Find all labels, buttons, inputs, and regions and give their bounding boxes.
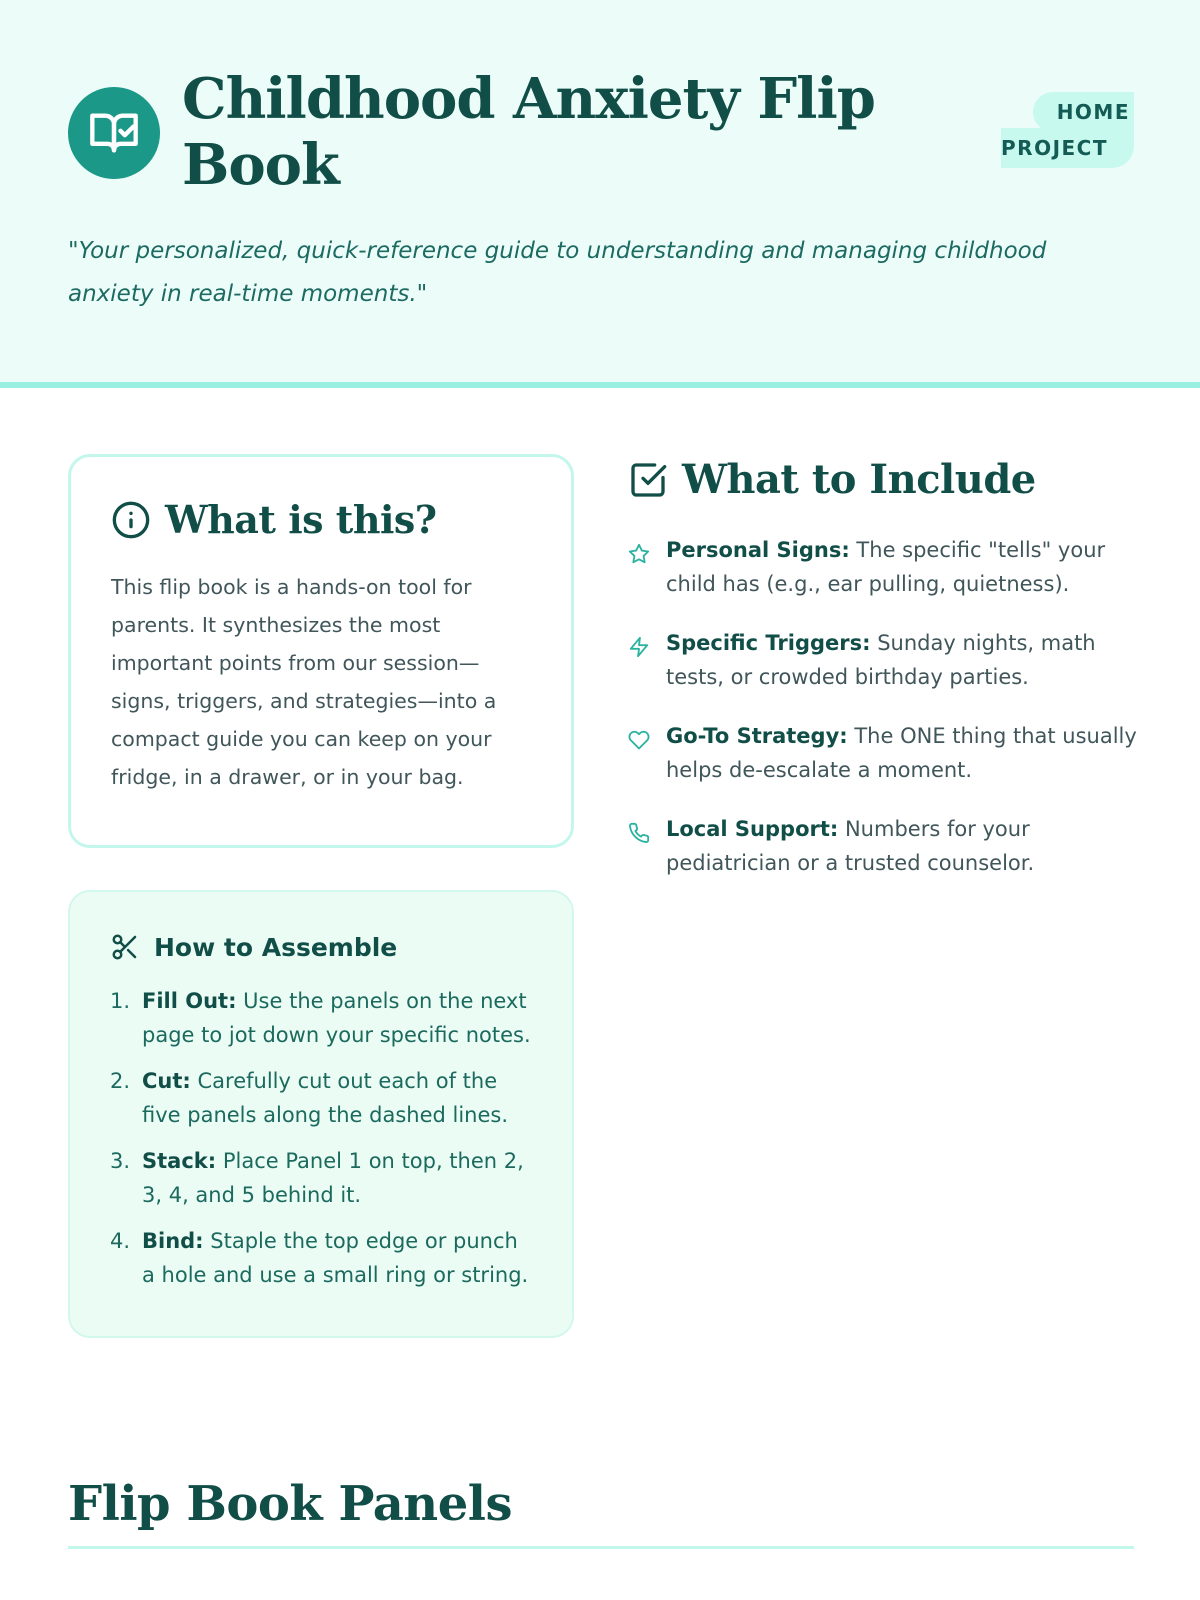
step-text: Place Panel 1 on top, then 2, 3, 4, and 5 behind it. (142, 1149, 524, 1207)
step-number: 3. (110, 1149, 131, 1173)
what-to-include-heading-text: What to Include (682, 456, 1036, 503)
list-item (110, 984, 532, 1052)
step-label: Cut: (142, 1069, 191, 1093)
step-text: Staple the top edge or punch a hole and use a small ring or string. (142, 1229, 529, 1287)
how-to-assemble-heading-text: How to Assemble (154, 932, 398, 962)
assemble-steps-list (110, 984, 532, 1292)
step-number: 1. (110, 989, 131, 1013)
list-item (628, 812, 1138, 880)
step-label: Bind: (142, 1229, 204, 1253)
step-number: 4. (110, 1229, 131, 1253)
what-is-this-heading (111, 497, 531, 542)
include-label: Go-To Strategy: (666, 724, 848, 748)
list-item (110, 1224, 532, 1292)
page-title: Childhood Anxiety Flip Book (182, 66, 875, 198)
include-list (628, 533, 1138, 880)
heart-icon (628, 729, 650, 751)
info-icon (111, 500, 151, 540)
include-text: Numbers for your pediatrician or a trusted counselor. (666, 817, 1035, 875)
what-to-include-heading (628, 456, 1138, 503)
step-text: Carefully cut out each of the five panels along the dashed lines. (142, 1069, 509, 1127)
include-label: Specific Triggers: (666, 631, 871, 655)
include-text: The specific "tells" your child has (e.g., ear pulling, quietness). (666, 538, 1106, 596)
how-to-assemble-heading (110, 932, 532, 962)
include-label: Personal Signs: (666, 538, 850, 562)
include-label: Local Support: (666, 817, 839, 841)
tagline: "Your personalized, quick-reference guide to understanding and managing childhood anxiety in real-time moments." (68, 238, 1047, 307)
flip-book-panels-heading: Flip Book Panels (68, 1476, 512, 1532)
how-to-assemble-card (68, 890, 574, 1338)
include-text: The ONE thing that usually helps de-escalate a moment. (666, 724, 1137, 782)
home-project-badge (998, 92, 1134, 178)
what-is-this-card (68, 454, 574, 848)
section-divider (68, 1546, 1134, 1549)
include-text: Sunday nights, math tests, or crowded birthday parties. (666, 631, 1096, 689)
list-item (628, 533, 1138, 601)
list-item (110, 1064, 532, 1132)
checkbox-icon (628, 460, 668, 500)
what-is-this-heading-text: What is this? (165, 497, 437, 542)
step-text: Use the panels on the next page to jot down your specific notes. (142, 989, 531, 1047)
list-item (628, 719, 1138, 787)
lightning-icon (628, 636, 650, 658)
step-label: Stack: (142, 1149, 217, 1173)
step-label: Fill Out: (142, 989, 237, 1013)
step-number: 2. (110, 1069, 131, 1093)
page-header (0, 0, 1200, 388)
star-icon (628, 543, 650, 565)
badge-line-2: PROJECT (1001, 128, 1134, 168)
scissors-icon (110, 932, 140, 962)
what-to-include-section (628, 456, 1138, 905)
list-item (110, 1144, 532, 1212)
badge-line-1: HOME (1033, 92, 1134, 132)
phone-icon (628, 822, 650, 844)
book-check-icon (68, 87, 160, 179)
what-is-this-body: This flip book is a hands-on tool for parents. It synthesizes the most important points from our session—signs, triggers, and strategies—into a compact guide you can keep on your fridge, in a drawer, or in your bag. (111, 575, 497, 789)
list-item (628, 626, 1138, 694)
